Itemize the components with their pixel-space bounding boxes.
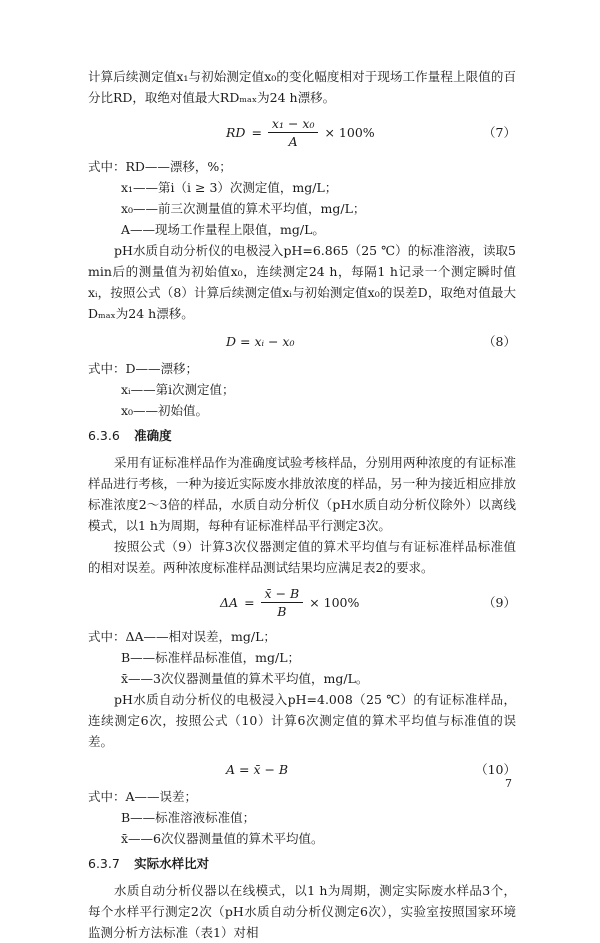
section-heading-accuracy (88, 425, 516, 446)
def9-1: B——标准样品标准值，mg/L； (121, 650, 301, 665)
def7-3: A——现场工作量程上限值，mg/L。 (121, 222, 325, 237)
eq9-numerator: x̄ − B (261, 586, 304, 603)
eq9-number: （9） (483, 595, 516, 610)
def8-0: 式中：D——漂移； (88, 361, 199, 376)
eq10-text: A = x̄ − B (226, 761, 289, 777)
page-number: 7 (505, 777, 512, 790)
equation-8 (88, 328, 516, 354)
def10-0: 式中：A——误差； (88, 789, 198, 804)
eq7-numerator: x₁ − x₀ (268, 116, 319, 133)
paragraph-accuracy-method: 采用有证标准样品作为准确度试验考核样品，分别用两种浓度的有证标准样品进行考核，一种为接近实际废水排放浓度的样品，另一种为接近相应排放标准浓度2～3倍的样品，水质自动分析仪（pH水质自动分析仪除外）以离线模式，以1 h为周期，每种有证标准样品平行测定3次。 (88, 455, 516, 533)
def8-2: x₀——初始值。 (121, 403, 209, 418)
def10-1: B——标准溶液标准值； (121, 810, 256, 825)
section-number: 6.3.7 (88, 856, 120, 871)
paragraph-ph-drift: pH水质自动分析仪的电极浸入pH=6.865（25 ℃）的标准溶液，读取5 min后的测量值为初始值x₀，连续测定24 h，每隔1 h记录一个测定瞬时值xᵢ，按照公式（8）计算后续测定值xᵢ与初始测定值x₀的误差D，取绝对值最大Dₘₐₓ为24 h漂移。 (88, 243, 516, 321)
paragraph-sample-comparison: 水质自动分析仪器以在线模式，以1 h为周期，测定实际废水样品3个，每个水样平行测定2次（pH水质自动分析仪测定6次），实验室按照国家环境监测分析方法标准（表1）对相 (88, 883, 516, 940)
eq9-tail: × 100% (309, 594, 360, 610)
eq8-number: （8） (483, 334, 516, 349)
eq7-denominator: A (288, 133, 298, 149)
eq9-fraction (261, 586, 304, 619)
eq9-equals: = (244, 594, 255, 610)
paragraph-ph-accuracy: pH水质自动分析仪的电极浸入pH=4.008（25 ℃）的有证标准样品，连续测定6次，按照公式（10）计算6次测定值的算术平均值与标准值的误差。 (88, 692, 516, 749)
equation-7 (88, 112, 516, 152)
eq8-text: D = xᵢ − x₀ (226, 333, 295, 349)
def9-2: x̄——3次仪器测量值的算术平均值，mg/L。 (121, 671, 369, 686)
paragraph-drift-intro: 计算后续测定值x₁与初始测定值x₀的变化幅度相对于现场工作量程上限值的百分比RD，取绝对值最大RDₘₐₓ为24 h漂移。 (88, 69, 516, 105)
equation-10 (88, 756, 516, 782)
eq7-tail: × 100% (324, 124, 375, 140)
eq10-number: （10） (475, 762, 516, 777)
def7-2: x₀——前三次测量值的算术平均值，mg/L； (121, 201, 366, 216)
eq9-denominator: B (277, 603, 287, 619)
document-body (88, 66, 516, 943)
section-title: 实际水样比对 (134, 856, 210, 871)
eq9-lhs: ΔA (220, 594, 239, 610)
section-heading-sample-comparison (88, 853, 516, 874)
eq7-equals: = (251, 124, 262, 140)
def8-1: xᵢ——第i次测定值； (121, 382, 235, 397)
def7-1: x₁——第i（i ≥ 3）次测定值，mg/L； (121, 180, 338, 195)
eq7-number: （7） (483, 125, 516, 140)
section-number: 6.3.6 (88, 428, 120, 443)
def10-2: x̄——6次仪器测量值的算术平均值。 (121, 831, 324, 846)
eq7-lhs: RD (226, 124, 246, 140)
paragraph-accuracy-calc: 按照公式（9）计算3次仪器测定值的算术平均值与有证标准样品标准值的相对误差。两种浓度标准样品测试结果均应满足表2的要求。 (88, 539, 516, 575)
equation-9 (88, 582, 516, 622)
def7-0: 式中：RD——漂移，%； (88, 159, 232, 174)
section-title: 准确度 (134, 428, 172, 443)
eq7-fraction (268, 116, 319, 149)
def9-0: 式中：ΔA——相对误差，mg/L； (88, 629, 276, 644)
